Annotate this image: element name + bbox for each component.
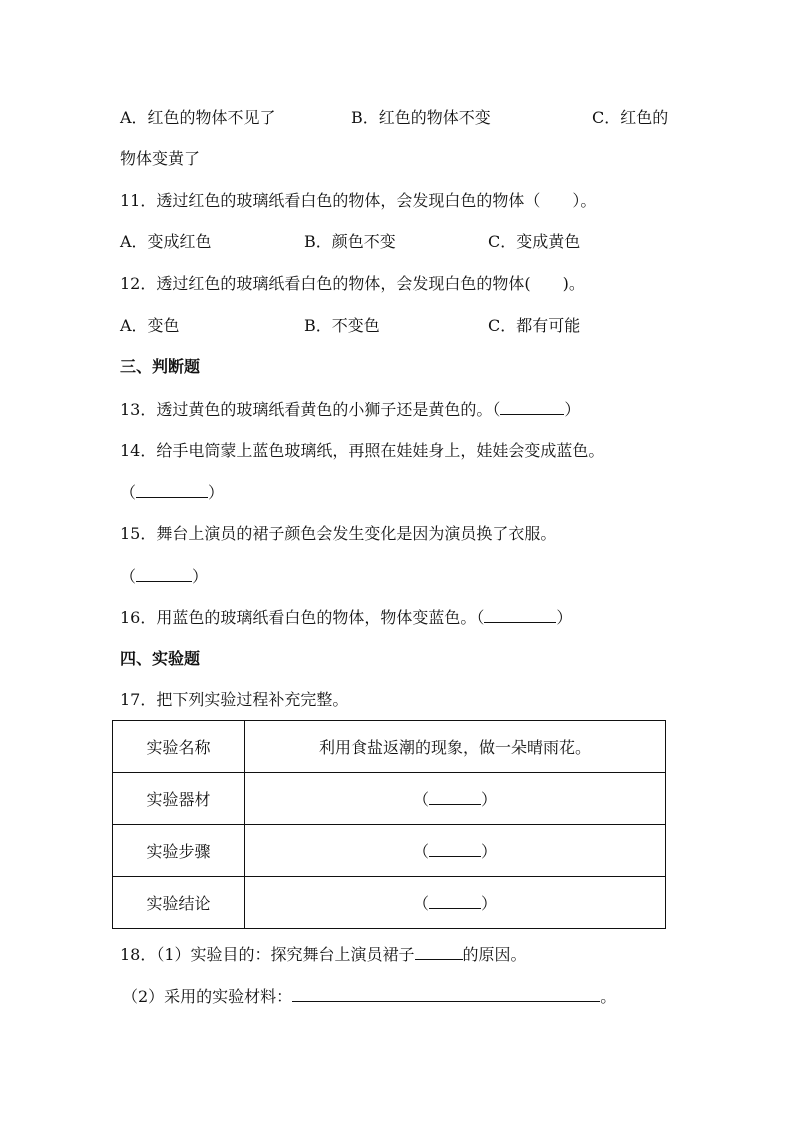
conclusion-answer-cell xyxy=(245,877,666,929)
q11-option-b: B．颜色不变 xyxy=(304,232,396,251)
q18-materials-blank[interactable] xyxy=(292,986,600,1002)
q17-stem: 17．把下列实验过程补充完整。 xyxy=(120,690,349,709)
q15-answer-blank[interactable] xyxy=(136,566,192,582)
row-label-experiment-name: 实验名称 xyxy=(113,721,245,773)
open-paren: （ xyxy=(412,790,429,809)
experiment-table xyxy=(112,720,666,929)
q14-answer-blank[interactable] xyxy=(136,482,208,498)
close-paren: ） xyxy=(481,842,498,861)
q16-close-paren: ） xyxy=(556,608,573,627)
steps-answer-blank[interactable] xyxy=(429,841,481,857)
q18-part2-text: （2）采用的实验材料： xyxy=(122,987,293,1006)
q16-line xyxy=(120,607,572,628)
q18-purpose-blank[interactable] xyxy=(415,944,463,960)
q13-open-paren: （ xyxy=(492,400,501,419)
q13-stem: 13．透过黄色的玻璃纸看黄色的小狮子还是黄色的。 xyxy=(120,400,493,419)
experiment-name-value: 利用食盐返潮的现象，做一朵晴雨花。 xyxy=(245,721,666,773)
materials-answer-blank[interactable] xyxy=(429,789,481,805)
q11-stem: 11．透过红色的玻璃纸看白色的物体，会发现白色的物体（ ）。 xyxy=(120,191,597,210)
q18-part2 xyxy=(122,986,616,1007)
q12-options-row xyxy=(120,316,680,336)
q18-part1 xyxy=(120,944,527,965)
q18-part1-suffix: 的原因。 xyxy=(462,945,527,964)
q12-option-a: A．变色 xyxy=(120,316,180,335)
conclusion-answer-blank[interactable] xyxy=(429,893,481,909)
q16-answer-blank[interactable] xyxy=(484,607,556,623)
row-label-materials: 实验器材 xyxy=(113,773,245,825)
q14-answer-line xyxy=(120,482,224,503)
q15-open-paren: （ xyxy=(120,567,137,586)
q10-option-c: C．红色的 xyxy=(592,108,669,127)
q12-option-c: C．都有可能 xyxy=(488,316,581,335)
q11-options-row xyxy=(120,232,680,252)
q14-close-paren: ） xyxy=(208,483,225,502)
q13-line xyxy=(120,399,580,420)
q12-option-b: B．不变色 xyxy=(304,316,380,335)
materials-answer-cell xyxy=(245,773,666,825)
q13-answer-blank[interactable] xyxy=(500,399,564,415)
q11-option-c: C．变成黄色 xyxy=(488,232,581,251)
q16-stem: 16．用蓝色的玻璃纸看白色的物体，物体变蓝色。 xyxy=(120,608,477,627)
q10-option-a: A．红色的物体不见了 xyxy=(120,108,276,127)
table-row xyxy=(113,877,666,929)
steps-answer-cell xyxy=(245,825,666,877)
q15-stem: 15．舞台上演员的裙子颜色会发生变化是因为演员换了衣服。 xyxy=(120,524,557,543)
q10-options-row xyxy=(120,108,680,128)
open-paren: （ xyxy=(412,894,429,913)
q16-open-paren: （ xyxy=(476,608,485,627)
row-label-steps: 实验步骤 xyxy=(113,825,245,877)
q14-stem: 14．给手电筒蒙上蓝色玻璃纸，再照在娃娃身上，娃娃会变成蓝色。 xyxy=(120,441,605,460)
q18-part2-suffix: 。 xyxy=(600,987,617,1006)
q12-stem: 12．透过红色的玻璃纸看白色的物体，会发现白色的物体( )。 xyxy=(120,274,585,293)
row-label-conclusion: 实验结论 xyxy=(113,877,245,929)
section-heading-judgment: 三、判断题 xyxy=(120,357,201,376)
q15-close-paren: ） xyxy=(192,567,209,586)
close-paren: ） xyxy=(481,894,498,913)
q10-option-b: B．红色的物体不变 xyxy=(351,108,491,127)
q14-open-paren: （ xyxy=(120,483,137,502)
table-row xyxy=(113,825,666,877)
q10-option-c-continued: 物体变黄了 xyxy=(120,149,201,168)
table-row xyxy=(113,721,666,773)
table-row xyxy=(113,773,666,825)
q11-option-a: A．变成红色 xyxy=(120,232,212,251)
close-paren: ） xyxy=(481,790,498,809)
q13-close-paren: ） xyxy=(564,400,581,419)
q18-part1-text: 18．（1）实验目的：探究舞台上演员裙子 xyxy=(120,945,415,964)
q15-answer-line xyxy=(120,566,208,587)
open-paren: （ xyxy=(412,842,429,861)
section-heading-experiment: 四、实验题 xyxy=(120,649,201,668)
